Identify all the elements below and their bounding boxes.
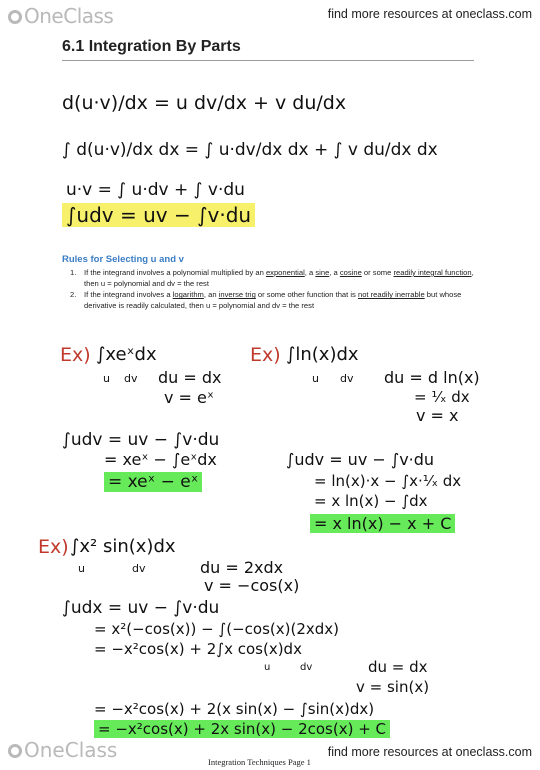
example-2-step-1: ∫udv = uv − ∫v·du: [286, 450, 435, 469]
example-2-step-2: = ln(x)·x − ∫x·¹⁄ₓ dx: [314, 472, 462, 490]
example-1-integral: ∫xeˣdx: [96, 344, 157, 365]
rule-item-1: 1. If the integrand involves a polynomial multiplied by an exponential, a sine, a cosine or some readily integral function, then u = polynomial and dv = the rest: [70, 268, 474, 288]
logo-circle-icon: [8, 10, 22, 24]
title-divider: [62, 60, 474, 61]
example-2-integral: ∫ln(x)dx: [286, 344, 359, 365]
example-2-step-3: = x ln(x) − ∫dx: [314, 492, 428, 510]
example-3-v: v = −cos(x): [204, 576, 300, 595]
derivation-line-3: u·v = ∫ u·dv + ∫ v·du: [66, 180, 245, 200]
page-footer: Integration Techniques Page 1: [208, 757, 311, 767]
example-1-answer-highlight: = xeˣ − eˣ: [104, 472, 202, 492]
example-1-answer: [104, 472, 202, 492]
example-3-integral: ∫x² sin(x)dx: [70, 536, 176, 557]
example-2-answer-highlight: = x ln(x) − x + C: [310, 514, 455, 533]
example-3-label: Ex): [38, 536, 69, 558]
example-1-label: Ex): [60, 344, 91, 366]
example-1-du: du = dx: [158, 368, 222, 387]
example-3-dv-mark: dv: [132, 562, 146, 575]
example-2-label: Ex): [250, 344, 281, 366]
derivation-line-1: d(u·v)/dx = u dv/dx + v du/dx: [62, 92, 347, 114]
example-1-v: v = eˣ: [164, 388, 214, 407]
ibp-formula: [62, 203, 255, 227]
example-3-du-b: du = dx: [368, 658, 428, 676]
example-3-inner-u-mark: u: [264, 662, 271, 673]
example-2-du-2: = ¹⁄ₓ dx: [414, 388, 470, 406]
example-3-du: du = 2xdx: [200, 558, 284, 577]
logo-circle-icon: [8, 744, 22, 758]
example-2-du: du = d ln(x): [384, 368, 480, 387]
example-3-v-b: v = sin(x): [356, 678, 430, 696]
oneclass-logo-bottom[interactable]: OneClass: [8, 738, 117, 762]
example-3-step-1: ∫udx = uv − ∫v·du: [62, 598, 220, 618]
oneclass-logo[interactable]: OneClass: [8, 4, 113, 28]
derivation-line-2: ∫ d(u·v)/dx dx = ∫ u·dv/dx dx + ∫ v du/dx dx: [62, 140, 438, 160]
example-2-u-mark: u: [312, 372, 319, 385]
example-3-step-4: = −x²cos(x) + 2(x sin(x) − ∫sin(x)dx): [94, 700, 375, 718]
promo-link-top[interactable]: find more resources at oneclass.com: [327, 7, 532, 21]
example-1-step-1: ∫udv = uv − ∫v·du: [62, 430, 220, 450]
example-2-dv-mark: dv: [340, 372, 354, 385]
example-2-answer: [310, 514, 455, 533]
rules-heading: Rules for Selecting u and v: [62, 254, 184, 265]
example-1-dv-mark: dv: [124, 372, 138, 385]
rule-item-2: 2. If the integrand involves a logarithm, an inverse trig or some other function that is not readily inerrable but whose derivative is readily calculated, then u = polynomial and dv = the rest: [70, 290, 462, 310]
example-3-step-3: = −x²cos(x) + 2∫x cos(x)dx: [94, 640, 302, 658]
page-title: 6.1 Integration By Parts: [62, 38, 241, 55]
example-1-u-mark: u: [103, 372, 110, 385]
example-1-step-2: = xeˣ − ∫eˣdx: [104, 450, 217, 469]
rules-list: [70, 268, 482, 312]
example-3-answer-highlight: = −x²cos(x) + 2x sin(x) − 2cos(x) + C: [94, 720, 390, 738]
example-2-v: v = x: [416, 406, 459, 425]
top-bar: [0, 0, 540, 30]
formula-highlight: ∫udv = uv − ∫v·du: [62, 203, 255, 227]
example-3-answer: [94, 720, 390, 738]
example-3-step-2: = x²(−cos(x)) − ∫(−cos(x)(2xdx): [94, 620, 340, 638]
example-3-inner-dv-mark: dv: [300, 662, 313, 673]
promo-link-bottom[interactable]: find more resources at oneclass.com: [327, 745, 532, 759]
example-3-u-mark: u: [78, 562, 85, 575]
